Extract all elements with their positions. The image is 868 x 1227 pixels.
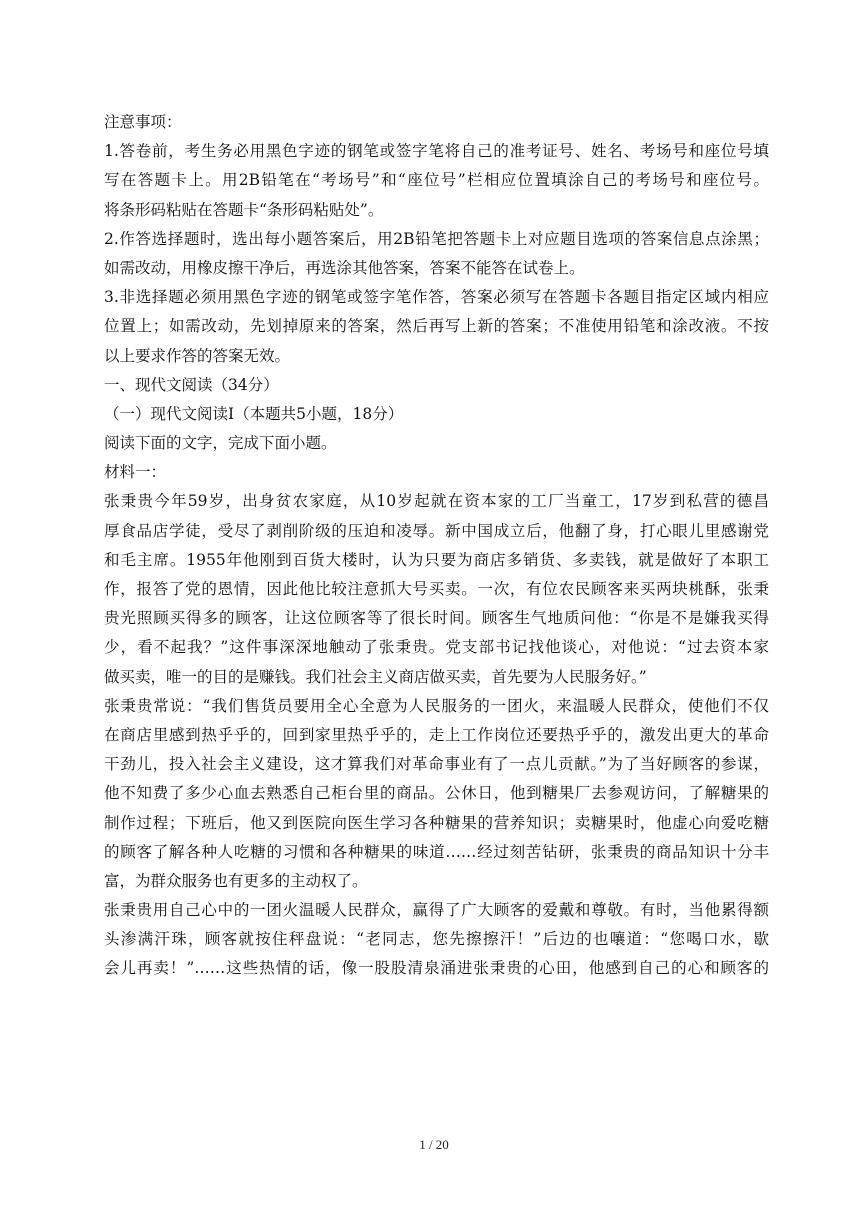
text-line: 少，看不起我？”这件事深深地触动了张秉贵。党支部书记找他谈心，对他说：“过去资本家: [104, 638, 769, 657]
text-line: 制作过程；下班后，他又到医院向医生学习各种糖果的营养知识；卖糖果时，他虚心向爱吃糖: [104, 813, 769, 832]
text-line: 和毛主席。1955年他刚到百货大楼时，认为只要为商店多销货、多卖钱，就是做好了本职工: [104, 550, 769, 569]
text-line: 富，为群众服务也有更多的主动权了。: [104, 871, 368, 890]
text-line: 写在答题卡上。用2B铅笔在“考场号”和“座位号”栏相应位置填涂自己的考场号和座位号。: [104, 171, 769, 190]
text-line: 贵光照顾买得多的顾客，让这位顾客等了很长时间。顾客生气地质问他：“你是不是嫌我买得: [104, 609, 769, 628]
text-line: 以上要求作答的答案无效。: [104, 346, 291, 365]
text-line: 3.非选择题必须用黑色字迹的钢笔或签字笔作答，答案必须写在答题卡各题目指定区域内相应: [104, 288, 769, 307]
text-line: 干劲儿，投入社会主义建设，这才算我们对革命事业有了一点儿贡献。”为了当好顾客的参谋，: [104, 755, 769, 774]
text-line: 头渗满汗珠，顾客就按住秤盘说：“老同志，您先擦擦汗！”后边的也嚷道：“您喝口水，歇: [104, 930, 769, 949]
text-line: 1.答卷前，考生务必用黑色字迹的钢笔或签字笔将自己的准考证号、姓名、考场号和座位号填: [104, 142, 769, 161]
text-line: 在商店里感到热乎乎的，回到家里热乎乎的，走上工作岗位还要热乎乎的，激发出更大的革命: [104, 725, 769, 744]
text-line: 张秉贵常说：“我们售货员要用全心全意为人民服务的一团火，来温暖人民群众，使他们不仅: [104, 696, 769, 715]
text-line: 一、现代文阅读（34分）: [104, 375, 279, 394]
text-line: 张秉贵今年59岁，出身贫农家庭，从10岁起就在资本家的工厂当童工，17岁到私营的德昌: [104, 492, 769, 511]
text-line: 材料一：: [104, 463, 167, 482]
page-number: 1 / 20: [419, 1137, 449, 1152]
text-line: 2.作答选择题时，选出每小题答案后，用2B铅笔把答题卡上对应题目选项的答案信息点涂黑；: [104, 229, 769, 248]
text-line: 会儿再卖！”……这些热情的话，像一股股清泉涌进张秉贵的心田，他感到自己的心和顾客的: [104, 959, 769, 978]
text-line: 张秉贵用自己心中的一团火温暖人民群众，赢得了广大顾客的爱戴和尊敬。有时，当他累得额: [104, 901, 769, 920]
text-line: 如需改动，用橡皮擦干净后，再选涂其他答案，答案不能答在试卷上。: [104, 258, 585, 277]
text-line: 做买卖，唯一的目的是赚钱。我们社会主义商店做买卖，首先要为人民服务好。”: [104, 667, 647, 686]
text-line: 他不知费了多少心血去熟悉自己柜台里的商品。公休日，他到糖果厂去参观访问，了解糖果的: [104, 784, 769, 803]
document-body: [104, 108, 769, 984]
text-line: 厚食品店学徒，受尽了剥削阶级的压迫和凌辱。新中国成立后，他翻了身，打心眼儿里感谢党: [104, 521, 769, 540]
text-line: 注意事项：: [104, 113, 182, 131]
text-line: 将条形码粘贴在答题卡“条形码粘贴处”。: [104, 200, 384, 219]
text-line: 作，报答了党的恩情，因此他比较注意抓大号买卖。一次，有位农民顾客来买两块桃酥，张秉: [104, 580, 769, 598]
text-line: （一）现代文阅读Ⅰ（本题共5小题，18分）: [104, 404, 404, 423]
text-line: 的顾客了解各种人吃糖的习惯和各种糖果的味道……经过刻苦钻研，张秉贵的商品知识十分丰: [104, 842, 769, 861]
text-line: 阅读下面的文字，完成下面小题。: [104, 434, 337, 453]
text-line: 位置上；如需改动，先划掉原来的答案，然后再写上新的答案；不准使用铅笔和涂改液。不按: [104, 317, 769, 336]
